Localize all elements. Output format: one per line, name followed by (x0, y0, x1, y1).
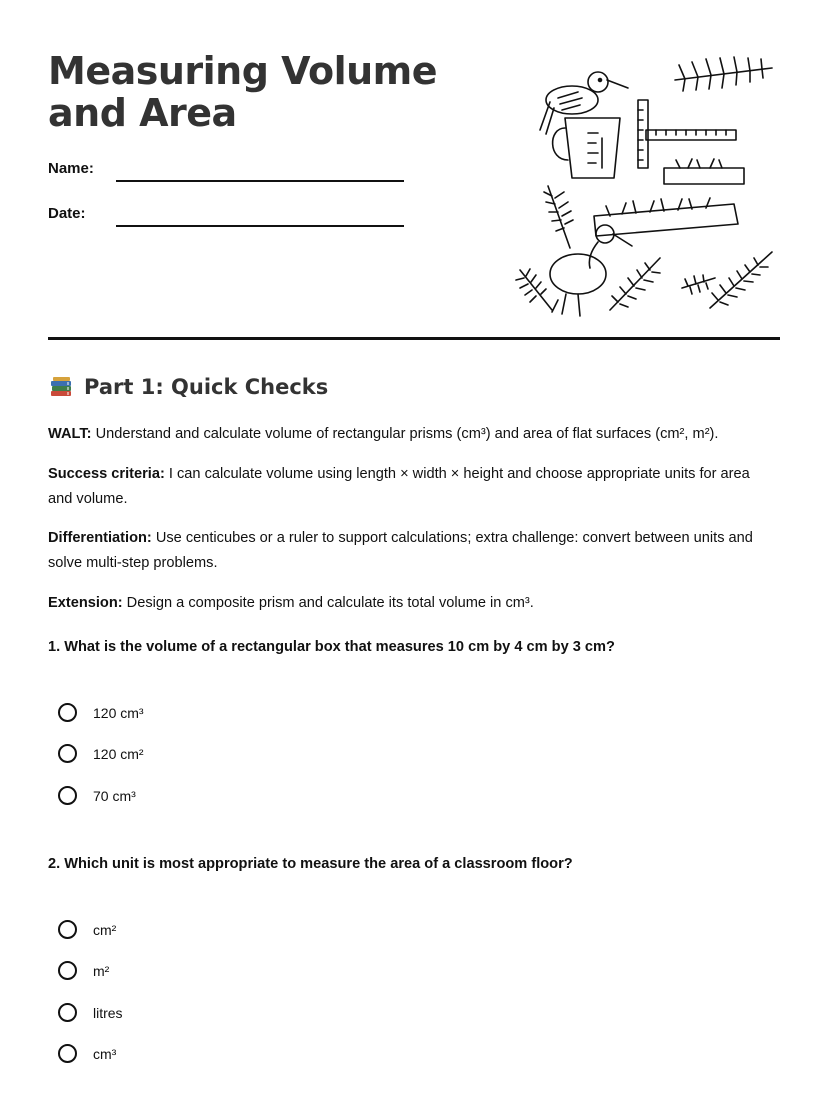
page-title: Measuring Volume and Area (48, 49, 438, 135)
question-2: 2. Which unit is most appropriate to measure the area of a classroom floor? (48, 856, 573, 872)
books-icon (48, 374, 74, 400)
question-1-option[interactable] (58, 744, 144, 763)
question-2-option[interactable] (58, 1044, 116, 1063)
option-label: litres (93, 1004, 123, 1021)
radio-button[interactable] (58, 786, 77, 805)
radio-button[interactable] (58, 744, 77, 763)
extension-text: Design a composite prism and calculate its total volume in cm³. (126, 595, 534, 611)
option-label: 120 cm² (93, 745, 144, 762)
differentiation-paragraph (48, 526, 773, 576)
question-1: 1. What is the volume of a rectangular box that measures 10 cm by 4 cm by 3 cm? (48, 639, 615, 655)
measuring-jug-icon (553, 118, 620, 178)
differentiation-label: Differentiation: (48, 530, 152, 546)
walt-paragraph (48, 422, 773, 447)
success-criteria-paragraph (48, 462, 773, 512)
bird-icon (540, 72, 628, 134)
radio-button[interactable] (58, 920, 77, 939)
question-2-option[interactable] (58, 920, 116, 939)
option-label: 120 cm³ (93, 704, 144, 721)
extension-label: Extension: (48, 595, 123, 611)
radio-button[interactable] (58, 961, 77, 980)
section-divider (48, 337, 780, 340)
bird-icon (550, 225, 632, 316)
planter-icon (664, 159, 744, 184)
option-label: 70 cm³ (93, 787, 136, 804)
question-1-option[interactable] (58, 703, 144, 722)
walt-label: WALT: (48, 426, 92, 442)
date-label: Date: (48, 205, 86, 222)
fern-icon (544, 186, 573, 248)
question-2-option[interactable] (58, 961, 109, 980)
option-label: cm³ (93, 1045, 117, 1062)
differentiation-text: Use centicubes or a ruler to support calculations; extra challenge: convert between units and solve multi-step problems. (48, 530, 753, 571)
success-criteria-label: Success criteria: (48, 466, 165, 482)
fern-icon (516, 252, 772, 310)
fern-icon (675, 57, 772, 91)
log-planter-icon (594, 198, 738, 236)
question-1-option[interactable] (58, 786, 136, 805)
walt-text: Understand and calculate volume of rectangular prisms (cm³) and area of flat surfaces (cm², m²). (95, 426, 719, 442)
ruler-icon (638, 100, 736, 168)
radio-button[interactable] (58, 1044, 77, 1063)
radio-button[interactable] (58, 703, 77, 722)
extension-paragraph (48, 591, 773, 616)
radio-button[interactable] (58, 1003, 77, 1022)
name-field[interactable] (116, 180, 404, 182)
option-label: cm² (93, 921, 117, 938)
section-heading (48, 374, 328, 400)
section-heading-text: Part 1: Quick Checks (84, 375, 329, 399)
question-2-option[interactable] (58, 1003, 123, 1022)
date-field[interactable] (116, 225, 404, 227)
success-criteria-text: I can calculate volume using length × width × height and choose appropriate units for area and volume. (48, 466, 750, 507)
name-label: Name: (48, 160, 94, 177)
option-label: m² (93, 962, 110, 979)
measuring-illustration (510, 38, 780, 323)
